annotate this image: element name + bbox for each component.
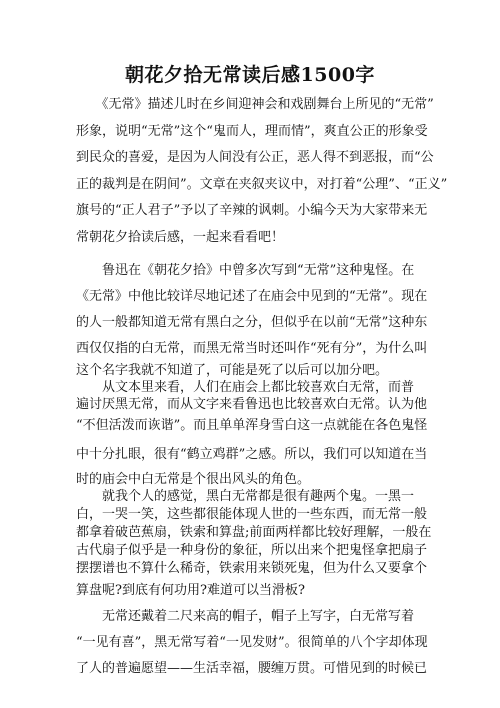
body-text	[76, 258, 446, 682]
text-line: 到民众的喜爱，是因为人间没有公正，恶人得不到恶报，而“公	[76, 150, 434, 165]
text-line: 都拿着破芭蕉扇，铁索和算盘;前面两样都比较好理解，一般在	[76, 525, 432, 540]
text-line: 从文本里来看，人们在庙会上都比较喜欢白无常，而普	[76, 380, 415, 395]
text-line: 正的裁判是在阴间”。文章在夹叙夹议中，对打着“公理”、“正义”	[76, 176, 448, 192]
document-title: 朝花夕拾无常读后感1500字	[125, 64, 375, 86]
text-line: 中十分扎眼，很有“鹤立鸡群”之感。所以，我们可以知道在当	[76, 447, 428, 462]
text-line: 古代扇子似乎是一种身份的象征，所以出来个把鬼怪拿把扇子	[76, 543, 428, 558]
text-line: 算盘呢?到底有何功用?难道可以当滑板?	[76, 583, 305, 598]
text-line: 的人一般都知道无常有黑白之分，但似乎在以前“无常”这种东	[76, 315, 428, 330]
text-line: 《无常》中他比较详尽地记述了在庙会中见到的“无常”。现在	[76, 289, 428, 304]
text-line: 了人的普遍愿望——生活幸福，腰缠万贯。可惜见到的时候已	[76, 661, 428, 676]
text-line: 西仅仅指的白无常，而黑无常当时还叫作“死有分”，为什么叫	[76, 341, 428, 356]
text-line: 形象，说明“无常”这个“鬼而人，理而情”，爽直公正的形象受	[76, 123, 428, 139]
text-line: 白，一哭一笑，这些都很能体现人世的一些东西，而无常一般	[76, 507, 428, 522]
intro-paragraph	[76, 92, 448, 251]
text-line: 《无常》描述儿时在乡间迎神会和戏剧舞台上所见的“无常”	[76, 97, 434, 112]
text-line: 时的庙会中白无常是个很出风头的角色。	[76, 472, 311, 487]
text-line: 鲁迅在《朝花夕拾》中曾多次写到“无常”这种鬼怪。在	[76, 263, 415, 278]
text-line: 旗号的“正人君子”予以了辛辣的讽刺。小编今天为大家带来无	[76, 203, 428, 218]
text-line: “不但活泼而诙谐”。而且单单浑身雪白这一点就能在各色鬼怪	[76, 418, 428, 433]
text-line: “一见有喜”，黑无常写着“一见发财”。很简单的八个字却体现	[76, 635, 428, 650]
text-line: 这个名字我就不知道了，可能是死了以后可以加分吧。	[76, 363, 389, 378]
text-line: 就我个人的感觉，黑白无常都是很有趣两个鬼。一黑一	[76, 489, 415, 504]
text-line: 遍讨厌黑无常，而从文字来看鲁迅也比较喜欢白无常。认为他	[76, 397, 428, 412]
text-line: 无常还戴着二尺来高的帽子，帽子上写字，白无常写着	[76, 609, 415, 624]
text-line: 常朝花夕拾读后感，一起来看看吧！	[76, 229, 285, 245]
text-line: 摆摆谱也不算什么稀奇，铁索用来锁死鬼，但为什么又要拿个	[76, 561, 428, 576]
